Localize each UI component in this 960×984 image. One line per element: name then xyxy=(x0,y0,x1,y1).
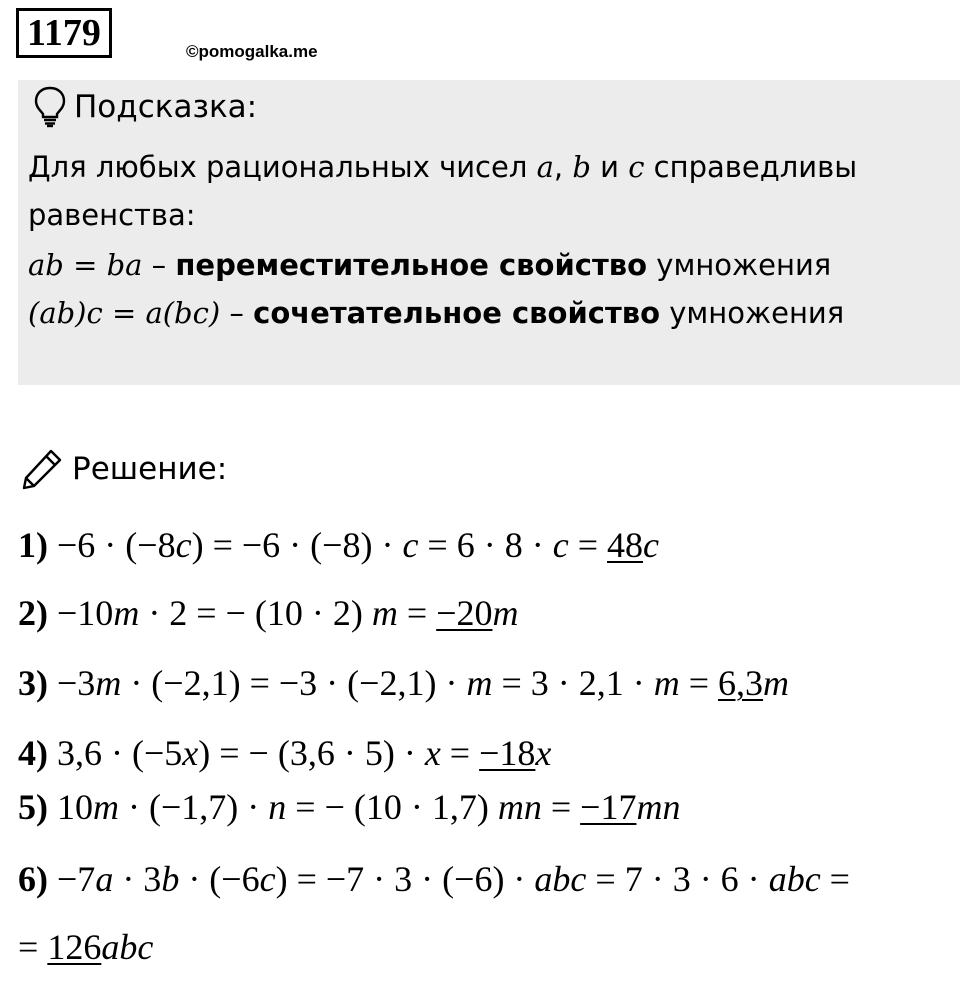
expr: · (−2,1) = −3 · (−2,1) · xyxy=(121,663,467,703)
watermark: ©pomogalka.me xyxy=(186,42,318,61)
expr: 3,6 · (−5 xyxy=(48,733,183,773)
hint-and: и xyxy=(590,150,629,184)
step-number: 1) xyxy=(18,525,48,565)
answer: 48 xyxy=(607,525,643,565)
answer: −20 xyxy=(436,593,493,633)
commutative-formula: ab = ba xyxy=(28,248,143,282)
var-a: a xyxy=(536,150,554,184)
step-number: 4) xyxy=(18,733,48,773)
solution-step-3 xyxy=(18,662,789,704)
answer-var: m xyxy=(492,593,519,633)
answer-var: m xyxy=(763,663,790,703)
associative-term: сочетательное свойство xyxy=(253,296,661,330)
answer-var: mn xyxy=(636,787,681,827)
var: a xyxy=(95,859,114,899)
var-b: b xyxy=(572,150,591,184)
expr: · 2 = − (10 · 2) xyxy=(139,593,372,633)
step-number: 5) xyxy=(18,787,48,827)
expr: = xyxy=(820,859,850,899)
answer-var: c xyxy=(643,525,659,565)
hint-header xyxy=(34,86,257,128)
expr: = xyxy=(679,663,719,703)
dash: – xyxy=(142,248,176,282)
var: m xyxy=(93,787,119,827)
expr: ) = −6 · (−8) · xyxy=(191,525,403,565)
step-number: 3) xyxy=(18,663,48,703)
step-number: 6) xyxy=(18,859,48,899)
answer: −17 xyxy=(580,787,637,827)
var: m xyxy=(113,593,140,633)
hint-line-2: равенства: xyxy=(28,198,196,232)
expr: ) = −7 · 3 · (−6) · xyxy=(275,859,535,899)
answer: −18 xyxy=(479,733,536,773)
var: c xyxy=(175,525,192,565)
var-c: c xyxy=(628,150,645,184)
solution-title: Решение: xyxy=(72,451,228,487)
hint-separator: , xyxy=(553,150,573,184)
expr: = xyxy=(568,525,607,565)
pencil-icon xyxy=(20,447,64,491)
lightbulb-icon xyxy=(34,86,66,128)
hint-text: Для любых рациональных чисел xyxy=(28,150,537,184)
expr: = 7 · 3 · 6 · xyxy=(586,859,769,899)
answer-var: abc xyxy=(101,927,154,967)
hint-line-1 xyxy=(28,150,857,184)
expr: = xyxy=(397,593,437,633)
expr: −3 xyxy=(48,663,96,703)
var: m xyxy=(466,663,493,703)
solution-step-2 xyxy=(18,592,519,634)
expr: = xyxy=(440,733,480,773)
solution-step-6-continuation xyxy=(18,926,153,968)
expr: · (−6 xyxy=(179,859,260,899)
var: c xyxy=(402,525,419,565)
hint-line-3 xyxy=(28,248,831,282)
expr: · (−1,7) · xyxy=(119,787,269,827)
solution-header xyxy=(20,447,227,491)
solution-step-6 xyxy=(18,858,850,900)
dash: – xyxy=(220,296,254,330)
hint-line-4 xyxy=(28,296,844,330)
var: c xyxy=(552,525,569,565)
var: c xyxy=(259,859,276,899)
problem-number: 1179 xyxy=(16,8,112,58)
hint-text-end: справедливы xyxy=(644,150,858,184)
var: mn xyxy=(497,787,542,827)
var: m xyxy=(371,593,398,633)
expr: = xyxy=(541,787,581,827)
var: x xyxy=(182,733,199,773)
solution-step-1 xyxy=(18,524,659,566)
answer: 6,3 xyxy=(718,663,764,703)
var: abc xyxy=(768,859,821,899)
answer: 126 xyxy=(47,927,102,967)
expr: = xyxy=(18,927,48,967)
answer-var: x xyxy=(535,733,552,773)
var: x xyxy=(424,733,441,773)
solution-step-5 xyxy=(18,786,680,828)
expr: 10 xyxy=(48,787,93,827)
var: b xyxy=(161,859,180,899)
solution-step-4 xyxy=(18,732,551,774)
var: n xyxy=(268,787,287,827)
expr: = 3 · 2,1 · xyxy=(492,663,654,703)
expr: = 6 · 8 · xyxy=(418,525,553,565)
associative-formula: (ab)c = a(bc) xyxy=(28,296,221,330)
var: m xyxy=(653,663,680,703)
var: m xyxy=(95,663,122,703)
step-number: 2) xyxy=(18,593,48,633)
expr: · 3 xyxy=(113,859,162,899)
commutative-term: переместительное свойство xyxy=(175,248,648,282)
hint-title: Подсказка: xyxy=(74,89,258,125)
expr: ) = − (3,6 · 5) · xyxy=(198,733,425,773)
expr: −7 xyxy=(48,859,96,899)
expr: = − (10 · 1,7) xyxy=(286,787,498,827)
expr: −10 xyxy=(48,593,114,633)
term-rest: умножения xyxy=(647,248,832,282)
expr: −6 · (−8 xyxy=(48,525,176,565)
term-rest: умножения xyxy=(660,296,845,330)
var: abc xyxy=(534,859,587,899)
